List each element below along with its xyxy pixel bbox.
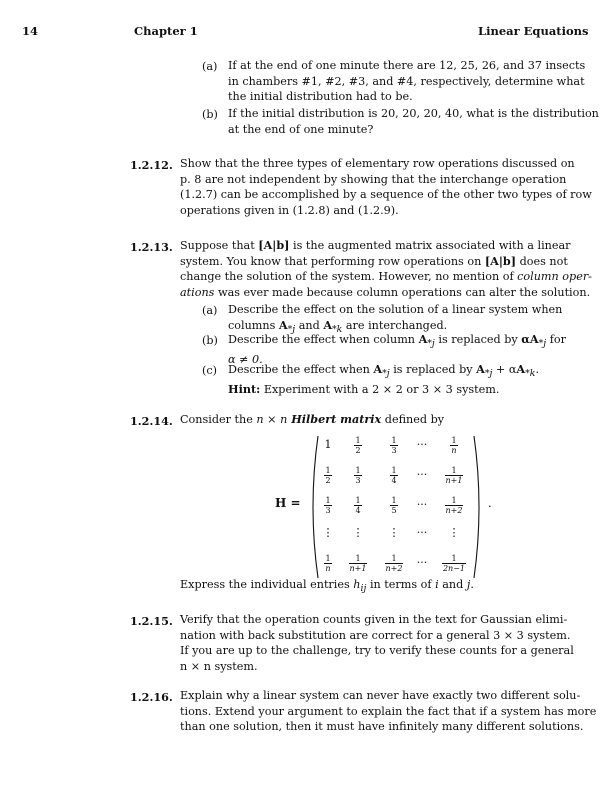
matrix-entry: $\frac{1}{4}$ — [391, 466, 397, 485]
matrix-entry: ··· — [416, 498, 428, 511]
exercise-number: 1.2.16. — [130, 690, 173, 704]
item-b-label: (b) — [202, 334, 218, 347]
matrix-entry: $\frac{1}{3}$ — [325, 496, 331, 515]
matrix-entry: ⋮ — [388, 526, 400, 539]
exercise-1-2-13-text: Suppose that [A|b] is the augmented matrix associated with a linear system. You know that performing row operations on [A|b] does not change the solution of the system. However, no mention of column oper- ations was ever made because column operations can alter the solution. — [180, 238, 592, 299]
exercise-1-2-14-intro: Consider the n × n Hilbert matrix defined by — [180, 412, 445, 426]
matrix-entry: $\frac{1}{2}$ — [355, 436, 361, 455]
item-c-text: Describe the effect when $A_{*j}$ is replaced by $A_{*j} + \alpha A_{*k}$. Hint: Experiment with a 2 × 2 or 3 × 3 system. — [228, 362, 539, 396]
item-a-text: Describe the effect on the solution of a linear system when columns $A_{*j}$ and $A_{*k}$ are interchanged. — [228, 303, 563, 335]
hilbert-matrix — [306, 432, 486, 582]
matrix-entry: $\frac{1}{n+2}$ — [445, 496, 463, 515]
matrix-entry: ··· — [416, 468, 428, 481]
matrix-entry: ··· — [416, 526, 428, 539]
matrix-entry: $\frac{1}{2}$ — [325, 466, 331, 485]
matrix-name: H = — [275, 496, 301, 510]
matrix-entry: $\frac{1}{2n-1}$ — [442, 554, 466, 573]
chapter-title: Chapter 1 — [134, 24, 198, 38]
item-a-text: If at the end of one minute there are 12, 25, 26, and 37 insects in chambers #1, #2, #3, and #4, respectively, determine what the initial distribution had to be. — [228, 59, 586, 103]
page-number: 14 — [22, 24, 39, 38]
matrix-entry: ··· — [416, 556, 428, 569]
matrix-entry: $\frac{1}{n+1}$ — [445, 466, 463, 485]
matrix-entry: $\frac{1}{5}$ — [391, 496, 397, 515]
exercise-1-2-16-text: Explain why a linear system can never have exactly two different solu- tions. Extend your argument to explain the fact that if a system has more than one solution, then it must have infinitely many different solutions. — [180, 689, 597, 733]
matrix-entry: ··· — [416, 438, 428, 451]
matrix-period: . — [488, 497, 492, 510]
item-a-label: (a) — [202, 304, 218, 317]
item-b-text: If the initial distribution is 20, 20, 20, 40, what is the distribution at the end of one minute? — [228, 107, 599, 136]
hint-label: Hint: — [228, 381, 261, 396]
matrix-entry: 1 — [324, 438, 332, 451]
matrix-entry: $\frac{1}{n+1}$ — [349, 554, 367, 573]
matrix-entry: $\frac{1}{3}$ — [355, 466, 361, 485]
exercise-1-2-15-text: Verify that the operation counts given in the text for Gaussian elimi- nation with back substitution are correct for a general 3 × 3 system. If you are up to the challenge, try to verify these counts for a general n × n system. — [180, 613, 574, 673]
exercise-number: 1.2.14. — [130, 414, 173, 428]
matrix-entry: ⋮ — [448, 526, 460, 539]
item-c-label: (c) — [202, 364, 217, 377]
exercise-number: 1.2.15. — [130, 614, 173, 628]
exercise-number: 1.2.12. — [130, 158, 173, 172]
matrix-entry: $\frac{1}{n}$ — [451, 436, 457, 455]
matrix-entry: $\frac{1}{n}$ — [325, 554, 331, 573]
item-a-label: (a) — [202, 60, 218, 73]
matrix-entry: $\frac{1}{n+2}$ — [385, 554, 403, 573]
exercise-1-2-12-text: Show that the three types of elementary row operations discussed on p. 8 are not independent by showing that the interchange operation (1.2.7) can be accomplished by a sequence of the other two types of row operations given in (1.2.8) and (1.2.9). — [180, 157, 592, 217]
exercise-number: 1.2.13. — [130, 240, 173, 254]
exercise-1-2-14-express: Express the individual entries $h_{ij}$ in terms of i and j. — [180, 578, 474, 595]
matrix-entry: $\frac{1}{4}$ — [355, 496, 361, 515]
item-b-text: Describe the effect when column $A_{*j}$ is replaced by $\alpha A_{*j}$ for α ≠ 0. — [228, 332, 566, 366]
matrix-entry: ⋮ — [352, 526, 364, 539]
matrix-entry: $\frac{1}{3}$ — [391, 436, 397, 455]
matrix-entry: ⋮ — [322, 526, 334, 539]
section-title: Linear Equations — [478, 24, 589, 38]
item-b-label: (b) — [202, 108, 218, 121]
